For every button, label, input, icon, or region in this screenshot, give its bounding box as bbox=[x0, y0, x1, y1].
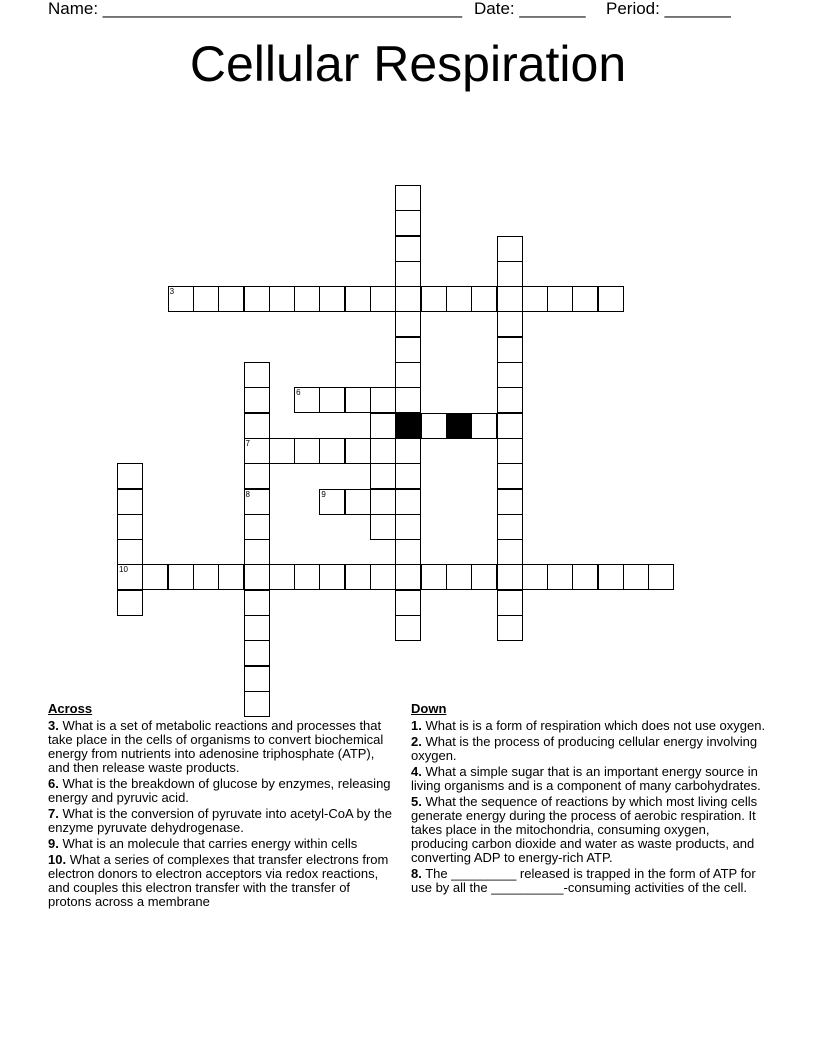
grid-cell[interactable] bbox=[395, 261, 421, 287]
grid-cell[interactable] bbox=[395, 539, 421, 565]
grid-cell[interactable] bbox=[319, 438, 345, 464]
grid-cell[interactable] bbox=[598, 286, 624, 312]
grid-cell[interactable] bbox=[370, 489, 396, 515]
grid-cell[interactable] bbox=[168, 564, 194, 590]
grid-cell[interactable] bbox=[244, 539, 270, 565]
grid-cell[interactable] bbox=[598, 564, 624, 590]
grid-cell[interactable] bbox=[497, 438, 523, 464]
grid-cell[interactable] bbox=[117, 514, 143, 540]
grid-cell[interactable] bbox=[395, 463, 421, 489]
grid-cell[interactable] bbox=[117, 539, 143, 565]
grid-cell[interactable] bbox=[395, 185, 421, 211]
grid-cell[interactable] bbox=[294, 438, 320, 464]
grid-cell[interactable] bbox=[395, 438, 421, 464]
grid-cell[interactable] bbox=[244, 640, 270, 666]
grid-cell[interactable] bbox=[244, 564, 270, 590]
grid-cell[interactable] bbox=[623, 564, 649, 590]
clue-across-7: 7. What is the conversion of pyruvate into acetyl-CoA by the enzyme pyruvate dehydrogenase. bbox=[48, 806, 392, 835]
grid-cell[interactable] bbox=[370, 463, 396, 489]
grid-cell[interactable] bbox=[497, 514, 523, 540]
grid-cell[interactable] bbox=[370, 564, 396, 590]
grid-cell[interactable] bbox=[294, 564, 320, 590]
clue-number: 9 bbox=[321, 489, 326, 499]
clue-across-9: 9. What is an molecule that carries energy within cells bbox=[48, 836, 358, 851]
grid-cell[interactable] bbox=[395, 210, 421, 236]
grid-cell[interactable] bbox=[370, 387, 396, 413]
grid-cell[interactable] bbox=[345, 387, 371, 413]
grid-cell[interactable] bbox=[294, 286, 320, 312]
grid-cell[interactable] bbox=[244, 514, 270, 540]
across-clues bbox=[48, 702, 393, 911]
grid-cell[interactable] bbox=[446, 286, 472, 312]
grid-cell[interactable] bbox=[370, 514, 396, 540]
grid-cell[interactable] bbox=[218, 564, 244, 590]
date-field[interactable]: Date: _______ bbox=[474, 0, 586, 18]
grid-cell[interactable] bbox=[497, 615, 523, 641]
grid-cell[interactable] bbox=[395, 387, 421, 413]
grid-cell[interactable] bbox=[395, 337, 421, 363]
grid-cell[interactable] bbox=[648, 564, 674, 590]
grid-cell[interactable] bbox=[395, 286, 421, 312]
grid-cell[interactable] bbox=[395, 489, 421, 515]
grid-cell[interactable] bbox=[244, 362, 270, 388]
grid-cell[interactable] bbox=[572, 564, 598, 590]
grid-cell[interactable] bbox=[319, 387, 345, 413]
grid-cell[interactable] bbox=[117, 489, 143, 515]
down-clues bbox=[411, 702, 767, 897]
clue-down-2: 2. What is the process of producing cellular energy involving oxygen. bbox=[411, 734, 758, 763]
grid-cell[interactable] bbox=[497, 362, 523, 388]
grid-cell[interactable] bbox=[269, 564, 295, 590]
grid-cell[interactable] bbox=[497, 489, 523, 515]
grid-cell[interactable] bbox=[244, 387, 270, 413]
name-field[interactable]: Name: ______________________________________ bbox=[48, 0, 463, 18]
grid-cell[interactable] bbox=[117, 564, 143, 590]
clue-across-6: 6. What is the breakdown of glucose by enzymes, releasing energy and pyruvic acid. bbox=[48, 776, 391, 805]
grid-cell[interactable] bbox=[244, 413, 270, 439]
grid-cell[interactable] bbox=[395, 514, 421, 540]
grid-cell[interactable] bbox=[345, 286, 371, 312]
grid-cell[interactable] bbox=[319, 286, 345, 312]
grid-cell[interactable] bbox=[244, 286, 270, 312]
black-cell bbox=[446, 413, 472, 439]
grid-cell[interactable] bbox=[244, 463, 270, 489]
grid-cell[interactable] bbox=[244, 590, 270, 616]
clue-across-10: 10. What a series of complexes that transfer electrons from electron donors to electron acceptors via redox reactions, and couples this electron transfer with the transfer of protons across a membrane bbox=[48, 852, 389, 909]
grid-cell[interactable] bbox=[497, 413, 523, 439]
down-heading: Down bbox=[411, 701, 447, 716]
clue-down-1: 1. What is is a form of respiration which does not use oxygen. bbox=[411, 718, 766, 733]
clue-number: 6 bbox=[296, 388, 301, 398]
grid-cell[interactable] bbox=[547, 564, 573, 590]
grid-cell[interactable] bbox=[471, 564, 497, 590]
grid-cell[interactable] bbox=[497, 261, 523, 287]
page-title: Cellular Respiration bbox=[189, 36, 627, 92]
grid-cell[interactable] bbox=[370, 438, 396, 464]
grid-cell[interactable] bbox=[294, 387, 320, 413]
grid-cell[interactable] bbox=[395, 590, 421, 616]
grid-cell[interactable] bbox=[395, 236, 421, 262]
clue-number: 3 bbox=[169, 287, 175, 297]
across-heading: Across bbox=[48, 701, 93, 716]
clue-number: 7 bbox=[245, 438, 250, 448]
grid-cell[interactable] bbox=[193, 564, 219, 590]
grid-cell[interactable] bbox=[471, 286, 497, 312]
grid-cell[interactable] bbox=[395, 564, 421, 590]
grid-cell[interactable] bbox=[345, 489, 371, 515]
grid-cell[interactable] bbox=[168, 286, 194, 312]
period-field[interactable]: Period: _______ bbox=[606, 0, 731, 18]
grid-cell[interactable] bbox=[345, 438, 371, 464]
grid-cell[interactable] bbox=[497, 236, 523, 262]
grid-cell[interactable] bbox=[446, 564, 472, 590]
grid-cell[interactable] bbox=[395, 615, 421, 641]
grid-cell[interactable] bbox=[244, 438, 270, 464]
clue-across-3: 3. What is a set of metabolic reactions and processes that take place in the cells of organisms to convert biochemical energy from nutrients into adenosine triphosphate (ATP), and then release waste products. bbox=[48, 718, 384, 775]
grid-cell[interactable] bbox=[497, 286, 523, 312]
grid-cell[interactable] bbox=[497, 564, 523, 590]
grid-cell[interactable] bbox=[421, 286, 447, 312]
grid-cell[interactable] bbox=[244, 489, 270, 515]
clue-down-8: 8. The _________ released is trapped in the form of ATP for use by all the __________-consuming activities of the cell. bbox=[411, 866, 756, 895]
grid-cell[interactable] bbox=[319, 564, 345, 590]
grid-cell[interactable] bbox=[497, 337, 523, 363]
clue-down-4: 4. What a simple sugar that is an important energy source in living organisms and is a component of many carbohydrates. bbox=[411, 764, 761, 793]
clue-down-5: 5. What the sequence of reactions by which most living cells generate energy during the process of aerobic respiration. It takes place in the mitochondria, consuming oxygen, producing carbon dioxide and water as waste products, and converting ADP to energy-rich ATP. bbox=[411, 794, 758, 865]
clue-number: 8 bbox=[245, 489, 250, 499]
grid-cell[interactable] bbox=[269, 286, 295, 312]
grid-cell[interactable] bbox=[395, 362, 421, 388]
clue-number: 10 bbox=[119, 565, 128, 575]
grid-cell[interactable] bbox=[497, 311, 523, 337]
grid-cell[interactable] bbox=[497, 463, 523, 489]
grid-cell[interactable] bbox=[421, 564, 447, 590]
grid-cell[interactable] bbox=[547, 286, 573, 312]
grid-cell[interactable] bbox=[497, 539, 523, 565]
grid-cell[interactable] bbox=[244, 666, 270, 692]
grid-cell[interactable] bbox=[395, 311, 421, 337]
grid-cell[interactable] bbox=[497, 387, 523, 413]
grid-cell[interactable] bbox=[497, 590, 523, 616]
grid-cell[interactable] bbox=[572, 286, 598, 312]
grid-cell[interactable] bbox=[193, 286, 219, 312]
grid-cell[interactable] bbox=[244, 615, 270, 641]
grid-cell[interactable] bbox=[522, 286, 548, 312]
grid-cell[interactable] bbox=[218, 286, 244, 312]
grid-cell[interactable] bbox=[269, 438, 295, 464]
grid-cell[interactable] bbox=[370, 286, 396, 312]
grid-cell[interactable] bbox=[345, 564, 371, 590]
black-cell bbox=[395, 413, 421, 439]
grid-cell[interactable] bbox=[319, 489, 345, 515]
grid-cell[interactable] bbox=[522, 564, 548, 590]
grid-cell[interactable] bbox=[117, 463, 143, 489]
grid-cell[interactable] bbox=[471, 413, 497, 439]
grid-cell[interactable] bbox=[117, 590, 143, 616]
grid-cell[interactable] bbox=[421, 413, 447, 439]
grid-cell[interactable] bbox=[370, 413, 396, 439]
grid-cell[interactable] bbox=[142, 564, 168, 590]
